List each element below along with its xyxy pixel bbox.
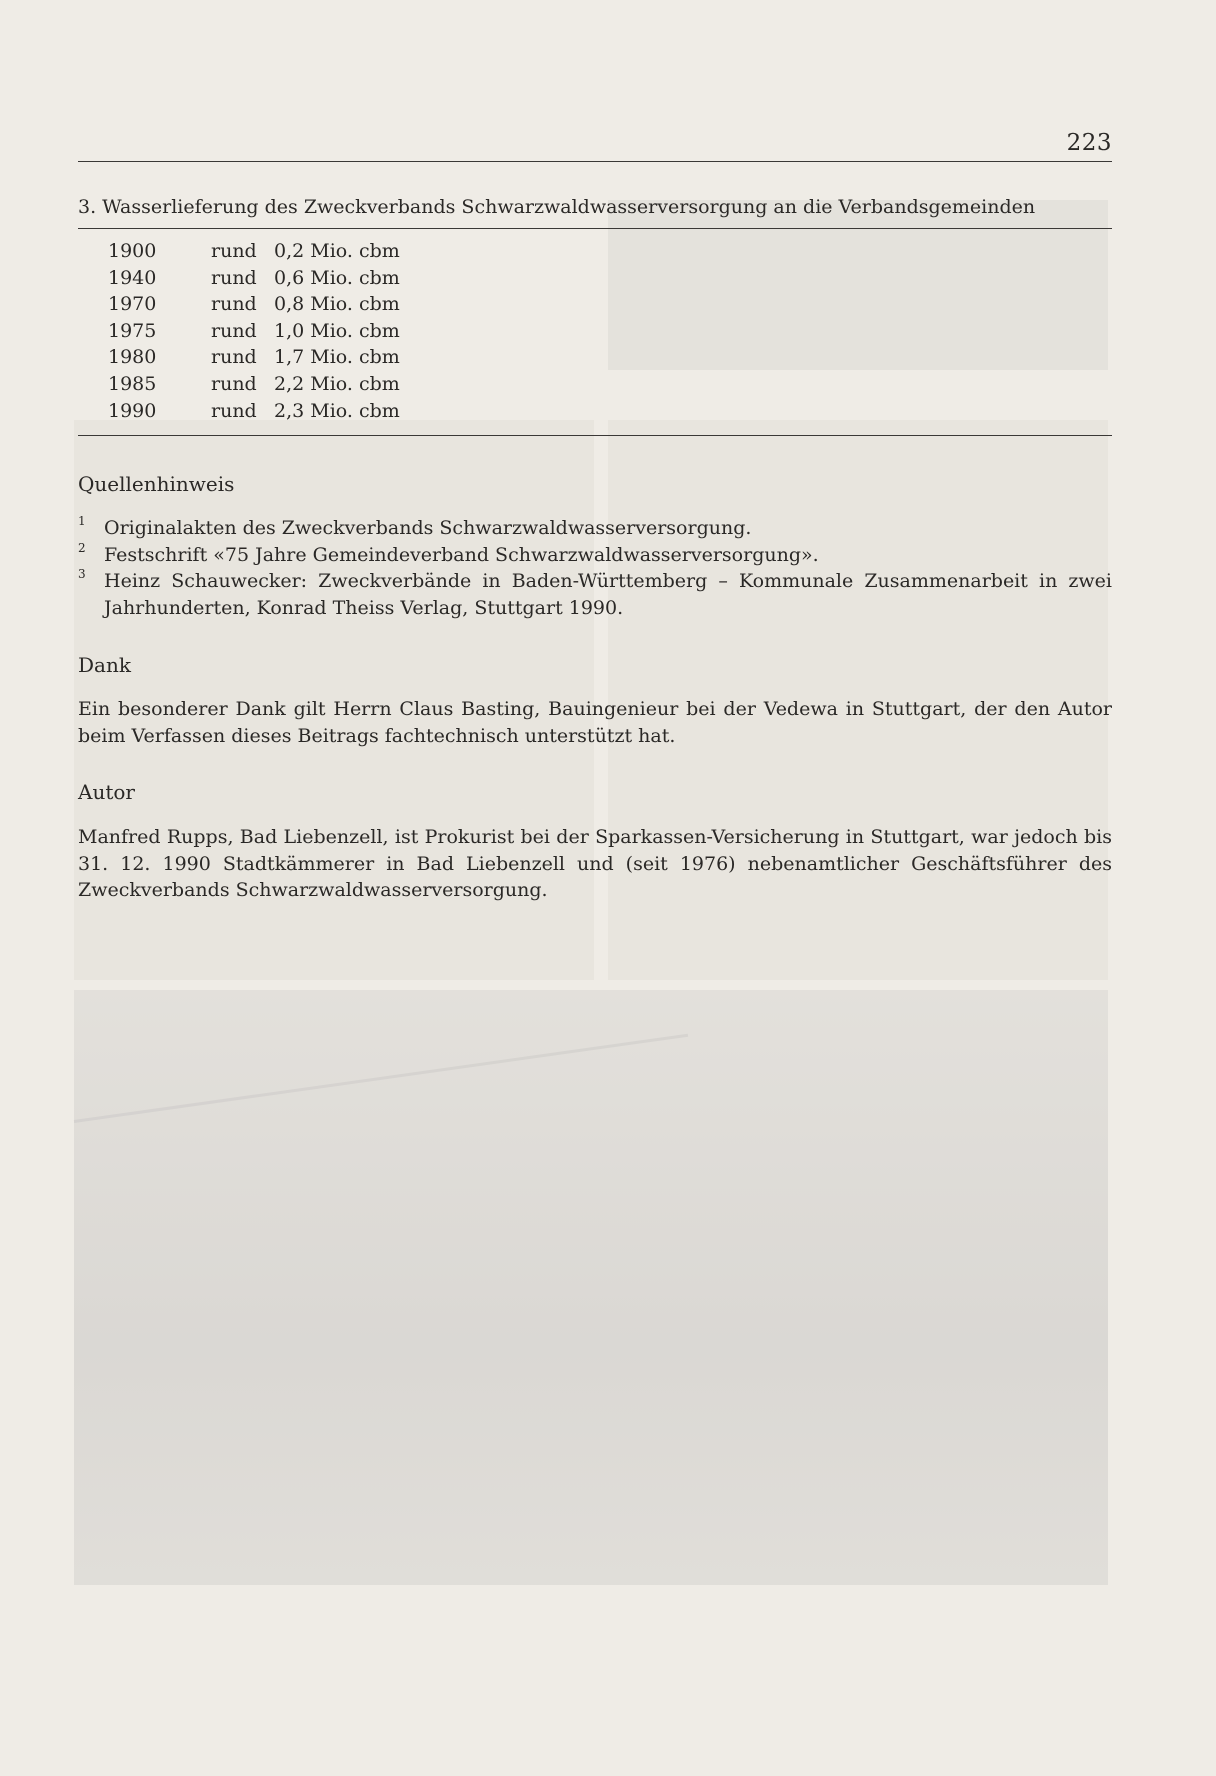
author-text: Manfred Rupps, Bad Liebenzell, ist Prokurist bei der Sparkassen-Versicherung in Stuttgart, war jedoch bis 31. 12. 1990 Stadtkämmerer in Bad Liebenzell und (seit 1976) nebenamtlicher Geschäftsführer des Zweckverbands Schwarzwaldwasserversorgung. xyxy=(78,826,1112,902)
qualifier-cell: rund xyxy=(211,293,257,316)
table-row xyxy=(108,371,400,398)
table-rule-bottom xyxy=(78,435,1112,436)
acknowledgement-text: Ein besonderer Dank gilt Herrn Claus Basting, Bauingenieur bei der Vedewa in Stuttgart, der den Autor beim Verfassen dieses Beitrags fachtechnisch unterstützt hat. xyxy=(78,698,1112,747)
qualifier-cell: rund xyxy=(211,266,257,289)
table-row xyxy=(108,398,400,425)
footnote-text: Festschrift «75 Jahre Gemeindeverband Schwarzwaldwasserversorgung». xyxy=(104,543,819,566)
footnote-number: 1 xyxy=(78,514,86,528)
value-cell: 1,7 Mio. cbm xyxy=(274,346,400,369)
value-cell: 2,3 Mio. cbm xyxy=(274,399,400,422)
year-cell: 1980 xyxy=(108,346,157,369)
year-cell: 1990 xyxy=(108,399,157,422)
table-row xyxy=(108,238,400,265)
footnote-item xyxy=(78,515,1112,542)
sources-heading: Quellenhinweis xyxy=(78,472,235,496)
footnote-text: Originalakten des Zweckverbands Schwarzwaldwasserversorgung. xyxy=(104,517,752,539)
year-cell: 1900 xyxy=(108,240,157,262)
value-cell: 1,0 Mio. cbm xyxy=(274,319,400,342)
sources-list xyxy=(78,515,1112,621)
year-cell: 1940 xyxy=(108,266,157,289)
qualifier-cell: rund xyxy=(211,319,257,342)
year-cell: 1985 xyxy=(108,372,157,395)
acknowledgement-heading: Dank xyxy=(78,653,131,677)
header-rule xyxy=(78,161,1112,162)
qualifier-cell: rund xyxy=(211,240,257,262)
table-row xyxy=(108,291,400,318)
footnote-number: 3 xyxy=(78,567,86,582)
footnote-text: Heinz Schauwecker: Zweckverbände in Baden-Württemberg – Kommunale Zusammenarbeit in zwei Jahrhunderten, Konrad Theiss Verlag, Stuttgart 1990. xyxy=(104,570,1112,619)
footnote-number: 2 xyxy=(78,540,86,555)
table-row xyxy=(108,265,400,292)
qualifier-cell: rund xyxy=(211,399,257,422)
author-heading: Autor xyxy=(78,780,135,804)
reverse-side-photo-bleed-through xyxy=(74,990,1108,1585)
qualifier-cell: rund xyxy=(211,346,257,369)
table-rule-top xyxy=(78,228,1112,229)
value-cell: 0,8 Mio. cbm xyxy=(274,293,400,316)
table-caption: 3. Wasserlieferung des Zweckverbands Schwarzwaldwasserversorgung an die Verbandsgemeinden xyxy=(78,196,1036,218)
water-delivery-table xyxy=(108,238,400,424)
page-number: 223 xyxy=(1066,130,1112,156)
table-row xyxy=(108,344,400,371)
value-cell: 0,6 Mio. cbm xyxy=(274,266,400,289)
table-row xyxy=(108,318,400,345)
footnote-item xyxy=(78,542,1112,569)
footnote-item xyxy=(78,568,1112,621)
reverse-side-bleed-through xyxy=(608,200,1108,370)
value-cell: 2,2 Mio. cbm xyxy=(274,372,400,395)
year-cell: 1970 xyxy=(108,293,157,316)
year-cell: 1975 xyxy=(108,319,157,342)
value-cell: 0,2 Mio. cbm xyxy=(274,240,400,262)
qualifier-cell: rund xyxy=(211,372,257,395)
